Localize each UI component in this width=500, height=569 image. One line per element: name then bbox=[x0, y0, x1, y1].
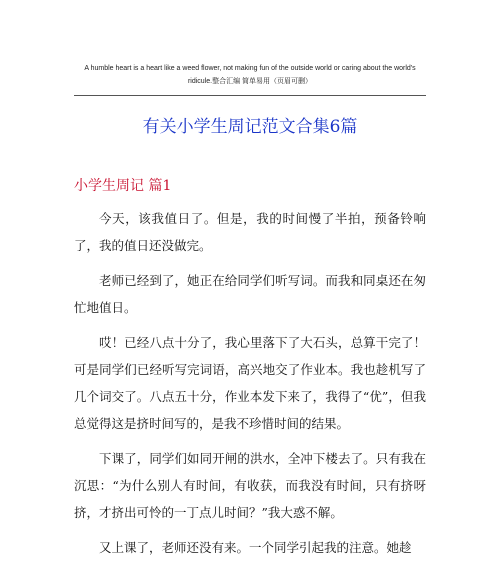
paragraph: 今天，该我值日了。但是，我的时间慢了半拍，预备铃响了，我的值日还没做完。 bbox=[74, 211, 426, 253]
header-note: ridicule.整合汇编 简单易用（页眉可删） bbox=[187, 78, 313, 85]
paragraph: 又上课了，老师还没有来。一个同学引起我的注意。她趁 bbox=[99, 540, 412, 555]
paragraph: 下课了，同学们如同开闸的洪水，全冲下楼去了。只有我在沉思：“为什么别人有时间，有收获，而我没有时间，只有挤呀挤，才挤出可怜的一丁点儿时间？”我大惑不解。 bbox=[74, 451, 426, 520]
paragraph: 老师已经到了，她正在给同学们听写词。而我和同桌还在匆忙地值日。 bbox=[74, 273, 426, 315]
header-divider bbox=[74, 95, 426, 96]
header-quote: A humble heart is a heart like a weed flower, not making fun of the outside world or caring about the world's bbox=[84, 65, 416, 72]
document-body bbox=[74, 205, 426, 569]
section-title: 小学生周记 篇1 bbox=[74, 178, 172, 194]
document-title: 有关小学生周记范文合集6篇 bbox=[142, 117, 358, 137]
page-header bbox=[70, 62, 430, 88]
paragraph: 哎！已经八点十分了，我心里落下了大石头，总算干完了！可是同学们已经听写完词语，高兴地交了作业本。我也趁机写了几个词交了。八点五十分，作业本发下来了，我得了“优”，但我总觉得这是挤时间写的，是我不珍惜时间的结果。 bbox=[74, 335, 426, 431]
